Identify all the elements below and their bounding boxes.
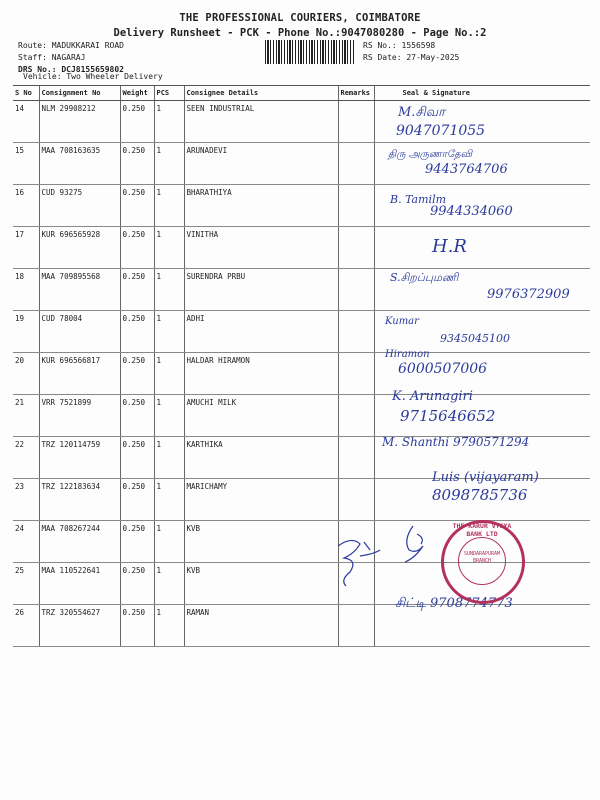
cell-remarks bbox=[338, 269, 374, 311]
cell-cons: TRZ 122183634 bbox=[39, 479, 120, 521]
cell-remarks bbox=[338, 353, 374, 395]
cell-sno: 19 bbox=[13, 311, 39, 353]
cell-weight: 0.250 bbox=[120, 311, 154, 353]
cell-name: HALDAR HIRAMON bbox=[184, 353, 338, 395]
cell-name: KVB bbox=[184, 563, 338, 605]
signature-19-phone: 9345045100 bbox=[440, 332, 510, 345]
cell-pcs: 1 bbox=[154, 479, 184, 521]
cell-cons: VRR 7521899 bbox=[39, 395, 120, 437]
drs-number: DRS No.: DCJ8155659802 bbox=[18, 65, 124, 74]
cell-name: MARICHAMY bbox=[184, 479, 338, 521]
cell-pcs: 1 bbox=[154, 563, 184, 605]
cell-pcs: 1 bbox=[154, 311, 184, 353]
col-signature: Seal & Signature bbox=[374, 86, 590, 101]
signature-16-phone: 9944334060 bbox=[430, 204, 513, 219]
cell-signature bbox=[374, 227, 590, 269]
signature-14-name: M.சிவா bbox=[398, 105, 445, 120]
cell-remarks bbox=[338, 227, 374, 269]
cell-name: AMUCHI MILK bbox=[184, 395, 338, 437]
signature-22: M. Shanthi 9790571294 bbox=[382, 435, 530, 449]
meta-left bbox=[18, 40, 124, 76]
col-sno: S No bbox=[13, 86, 39, 101]
cell-name: KARTHIKA bbox=[184, 437, 338, 479]
signature-21-phone: 9715646652 bbox=[400, 407, 496, 425]
rs-date: RS Date: 27-May-2025 bbox=[363, 53, 460, 62]
col-pcs: PCS bbox=[154, 86, 184, 101]
cell-pcs: 1 bbox=[154, 521, 184, 563]
cell-name: KVB bbox=[184, 521, 338, 563]
cell-remarks bbox=[338, 437, 374, 479]
col-remarks: Remarks bbox=[338, 86, 374, 101]
table-row bbox=[13, 395, 590, 437]
cell-pcs: 1 bbox=[154, 143, 184, 185]
signature-14-phone: 9047071055 bbox=[396, 123, 486, 139]
cell-cons: MAA 708267244 bbox=[39, 521, 120, 563]
cell-weight: 0.250 bbox=[120, 563, 154, 605]
cell-pcs: 1 bbox=[154, 269, 184, 311]
cell-pcs: 1 bbox=[154, 437, 184, 479]
col-weight: Weight bbox=[120, 86, 154, 101]
signature-17: H.R bbox=[432, 236, 467, 257]
cell-pcs: 1 bbox=[154, 185, 184, 227]
cell-weight: 0.250 bbox=[120, 353, 154, 395]
cell-sno: 25 bbox=[13, 563, 39, 605]
cell-cons: KUR 696566817 bbox=[39, 353, 120, 395]
cell-name: ARUNADEVI bbox=[184, 143, 338, 185]
cell-remarks bbox=[338, 605, 374, 647]
cell-sno: 18 bbox=[13, 269, 39, 311]
cell-cons: CUD 93275 bbox=[39, 185, 120, 227]
signature-26: சிட்டி 9708774773 bbox=[395, 596, 513, 611]
cell-weight: 0.250 bbox=[120, 101, 154, 143]
cell-cons: CUD 78004 bbox=[39, 311, 120, 353]
seal-branch: SUNDARAPURAM BRANCH bbox=[463, 551, 501, 564]
meta-right bbox=[363, 40, 459, 64]
seal-bank-name: THE KARUR VYSYA BANK LTD bbox=[452, 522, 512, 538]
cell-remarks bbox=[338, 143, 374, 185]
cell-remarks bbox=[338, 311, 374, 353]
signature-19-name: Kumar bbox=[385, 316, 419, 327]
cell-pcs: 1 bbox=[154, 353, 184, 395]
signature-16-name: B. Tamilm bbox=[390, 193, 447, 206]
cell-weight: 0.250 bbox=[120, 395, 154, 437]
cell-name: SURENDRA PRBU bbox=[184, 269, 338, 311]
cell-sno: 26 bbox=[13, 605, 39, 647]
col-consignee: Consignee Details bbox=[184, 86, 338, 101]
cell-pcs: 1 bbox=[154, 395, 184, 437]
cell-cons: TRZ 320554627 bbox=[39, 605, 120, 647]
cell-sno: 14 bbox=[13, 101, 39, 143]
cell-weight: 0.250 bbox=[120, 185, 154, 227]
barcode bbox=[265, 40, 355, 64]
cell-name: BHARATHIYA bbox=[184, 185, 338, 227]
cell-remarks bbox=[338, 101, 374, 143]
cell-weight: 0.250 bbox=[120, 521, 154, 563]
cell-cons: MAA 708163635 bbox=[39, 143, 120, 185]
table-row bbox=[13, 353, 590, 395]
cell-sno: 15 bbox=[13, 143, 39, 185]
col-consignment: Consignment No bbox=[39, 86, 120, 101]
route-label: Route: MADUKKARAI ROAD bbox=[18, 41, 124, 50]
cell-sno: 22 bbox=[13, 437, 39, 479]
signature-18-name: S.சிறப்புமணி bbox=[390, 271, 459, 284]
signature-18-phone: 9976372909 bbox=[487, 287, 570, 302]
signature-21-name: K. Arunagiri bbox=[392, 389, 473, 404]
signature-24-scribble bbox=[330, 520, 400, 590]
bank-seal-stamp bbox=[441, 520, 525, 604]
cell-pcs: 1 bbox=[154, 101, 184, 143]
signature-15-name: திரு அருணாதேவி bbox=[388, 149, 472, 160]
table-row bbox=[13, 227, 590, 269]
cell-pcs: 1 bbox=[154, 227, 184, 269]
cell-cons: NLM 29908212 bbox=[39, 101, 120, 143]
signature-23-phone: 8098785736 bbox=[432, 486, 528, 504]
rs-number: RS No.: 1556598 bbox=[363, 41, 436, 50]
cell-name: VINITHA bbox=[184, 227, 338, 269]
cell-weight: 0.250 bbox=[120, 227, 154, 269]
signature-25-scribble bbox=[395, 520, 445, 570]
cell-remarks bbox=[338, 185, 374, 227]
signature-23-name: Luis (vijayaram) bbox=[432, 470, 539, 485]
cell-cons: MAA 709895568 bbox=[39, 269, 120, 311]
signature-20-phone: 6000507006 bbox=[398, 361, 488, 377]
cell-weight: 0.250 bbox=[120, 437, 154, 479]
cell-name: RAMAN bbox=[184, 605, 338, 647]
cell-weight: 0.250 bbox=[120, 605, 154, 647]
vehicle-label: Vehicle: Two Wheeler Delivery bbox=[23, 72, 163, 81]
cell-pcs: 1 bbox=[154, 605, 184, 647]
cell-cons: MAA 110522641 bbox=[39, 563, 120, 605]
cell-sno: 24 bbox=[13, 521, 39, 563]
cell-name: SEEN INDUSTRIAL bbox=[184, 101, 338, 143]
cell-sno: 17 bbox=[13, 227, 39, 269]
cell-remarks bbox=[338, 395, 374, 437]
staff-label: Staff: NAGARAJ bbox=[18, 53, 86, 62]
cell-weight: 0.250 bbox=[120, 269, 154, 311]
cell-cons: TRZ 120114759 bbox=[39, 437, 120, 479]
cell-sno: 23 bbox=[13, 479, 39, 521]
cell-weight: 0.250 bbox=[120, 479, 154, 521]
table-row bbox=[13, 101, 590, 143]
cell-sno: 20 bbox=[13, 353, 39, 395]
cell-sno: 21 bbox=[13, 395, 39, 437]
company-title: THE PROFESSIONAL COURIERS, COIMBATORE bbox=[179, 12, 421, 24]
cell-name: ADHI bbox=[184, 311, 338, 353]
cell-remarks bbox=[338, 479, 374, 521]
cell-sno: 16 bbox=[13, 185, 39, 227]
runsheet-title: Delivery Runsheet - PCK - Phone No.:9047080280 - Page No.:2 bbox=[113, 27, 487, 39]
signature-15-phone: 9443764706 bbox=[425, 162, 508, 177]
cell-cons: KUR 696565928 bbox=[39, 227, 120, 269]
table-header-row bbox=[13, 86, 590, 101]
signature-20-name: Hiramon bbox=[385, 349, 430, 360]
cell-weight: 0.250 bbox=[120, 143, 154, 185]
